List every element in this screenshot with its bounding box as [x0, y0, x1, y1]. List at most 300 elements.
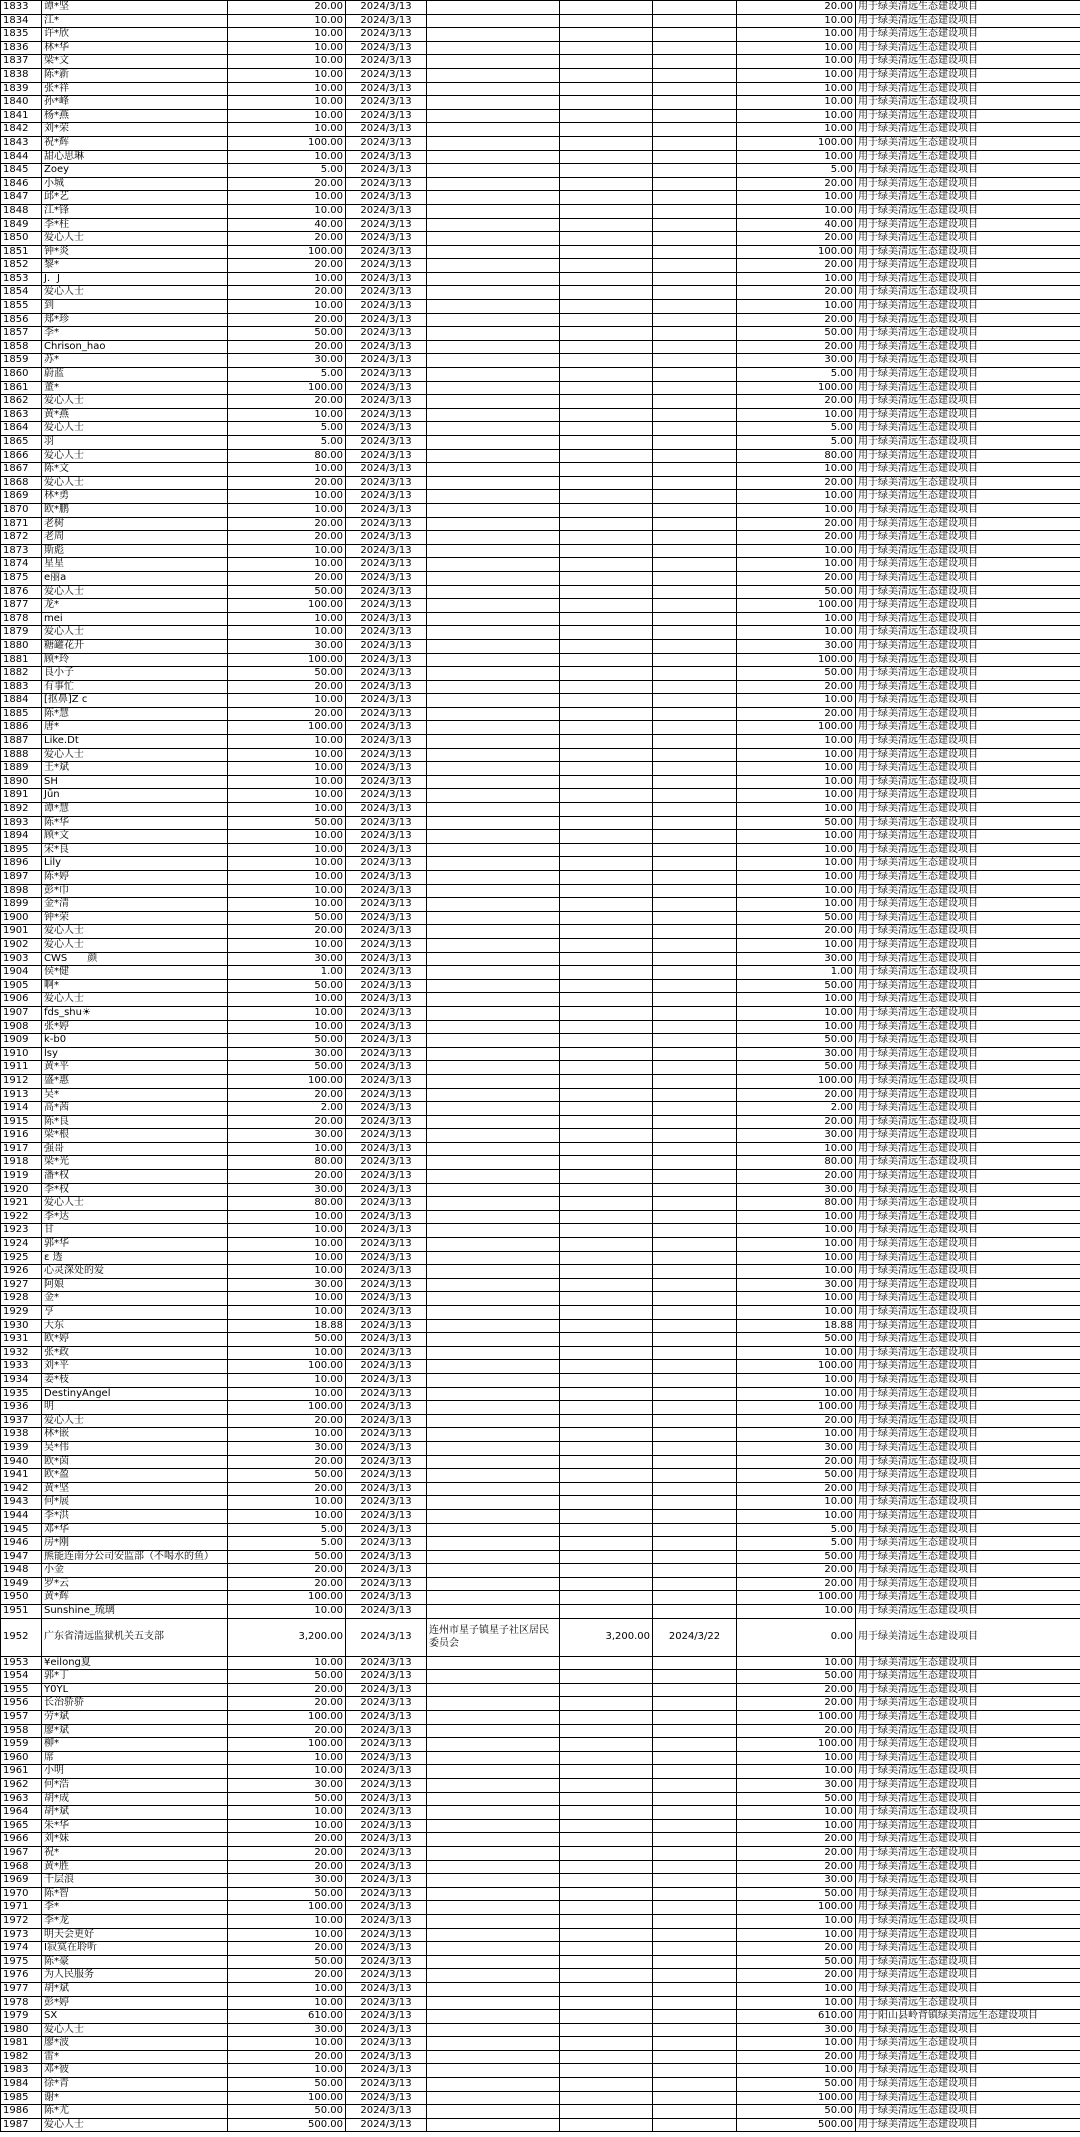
cell-donation-date: 2024/3/13: [346, 28, 427, 42]
cell-allocation-date: [653, 898, 737, 912]
cell-purpose: 用于绿美清远生态建设项目: [856, 871, 1080, 885]
cell-row-number: 1955: [1, 1683, 42, 1697]
cell-recipient-unit: [427, 789, 560, 803]
cell-donation-date: 2024/3/13: [346, 1874, 427, 1888]
table-row: [1, 422, 1080, 436]
cell-donation-date: 2024/3/13: [346, 1482, 427, 1496]
cell-recipient-unit: [427, 1346, 560, 1360]
cell-donation-amount: 50.00: [228, 1792, 346, 1806]
cell-allocated-amount: [560, 531, 653, 545]
cell-balance: 30.00: [737, 1779, 856, 1793]
cell-allocated-amount: [560, 816, 653, 830]
cell-balance: 20.00: [737, 1482, 856, 1496]
cell-recipient-unit: [427, 1238, 560, 1252]
cell-balance: 20.00: [737, 1860, 856, 1874]
cell-donation-amount: 10.00: [228, 123, 346, 137]
cell-balance: 2.00: [737, 1102, 856, 1116]
table-row: [1, 1846, 1080, 1860]
cell-donation-amount: 10.00: [228, 993, 346, 1007]
table-row: [1, 1482, 1080, 1496]
cell-donation-amount: 20.00: [228, 1088, 346, 1102]
cell-allocation-date: [653, 925, 737, 939]
cell-balance: 10.00: [737, 14, 856, 28]
cell-donor-name: 江*: [42, 14, 228, 28]
cell-allocation-date: [653, 1724, 737, 1738]
cell-balance: 30.00: [737, 1441, 856, 1455]
cell-donation-date: 2024/3/13: [346, 1697, 427, 1711]
cell-recipient-unit: [427, 612, 560, 626]
cell-purpose: 用于绿美清远生态建设项目: [856, 544, 1080, 558]
cell-donor-name: 为人民服务: [42, 1969, 228, 1983]
cell-row-number: 1920: [1, 1183, 42, 1197]
cell-donation-date: 2024/3/13: [346, 2105, 427, 2119]
table-row: [1, 1142, 1080, 1156]
cell-donation-amount: 10.00: [228, 1346, 346, 1360]
cell-allocation-date: [653, 612, 737, 626]
cell-donation-amount: 5.00: [228, 436, 346, 450]
cell-donation-amount: 10.00: [228, 694, 346, 708]
cell-recipient-unit: [427, 1550, 560, 1564]
cell-balance: 5.00: [737, 1537, 856, 1551]
cell-row-number: 1917: [1, 1142, 42, 1156]
cell-allocation-date: [653, 1047, 737, 1061]
cell-donor-name: 邓*华: [42, 1523, 228, 1537]
cell-allocation-date: [653, 463, 737, 477]
cell-balance: 100.00: [737, 1360, 856, 1374]
cell-row-number: 1929: [1, 1306, 42, 1320]
table-row: [1, 164, 1080, 178]
cell-purpose: 用于绿美清远生态建设项目: [856, 14, 1080, 28]
cell-donation-date: 2024/3/13: [346, 966, 427, 980]
cell-purpose: 用于绿美清远生态建设项目: [856, 123, 1080, 137]
cell-purpose: 用于绿美清远生态建设项目: [856, 1088, 1080, 1102]
cell-donor-name: 潘*权: [42, 1170, 228, 1184]
cell-allocated-amount: [560, 1183, 653, 1197]
cell-allocated-amount: [560, 1591, 653, 1605]
cell-recipient-unit: [427, 1656, 560, 1670]
cell-purpose: 用于绿美清远生态建设项目: [856, 354, 1080, 368]
cell-row-number: 1943: [1, 1496, 42, 1510]
table-row: [1, 952, 1080, 966]
cell-donation-amount: 10.00: [228, 558, 346, 572]
cell-row-number: 1930: [1, 1319, 42, 1333]
cell-donation-date: 2024/3/13: [346, 517, 427, 531]
cell-allocation-date: [653, 1401, 737, 1415]
cell-allocated-amount: [560, 1697, 653, 1711]
table-row: [1, 1833, 1080, 1847]
cell-donation-date: 2024/3/13: [346, 1441, 427, 1455]
cell-allocation-date: [653, 1806, 737, 1820]
cell-allocated-amount: [560, 381, 653, 395]
cell-row-number: 1841: [1, 109, 42, 123]
cell-allocated-amount: [560, 1670, 653, 1684]
cell-allocation-date: [653, 911, 737, 925]
cell-recipient-unit: [427, 1496, 560, 1510]
cell-purpose: 用于绿美清远生态建设项目: [856, 1792, 1080, 1806]
cell-recipient-unit: [427, 585, 560, 599]
table-row: [1, 2118, 1080, 2132]
cell-purpose: 用于绿美清远生态建设项目: [856, 2105, 1080, 2119]
table-row: [1, 395, 1080, 409]
cell-row-number: 1923: [1, 1224, 42, 1238]
cell-donation-date: 2024/3/13: [346, 571, 427, 585]
cell-donation-amount: 10.00: [228, 463, 346, 477]
cell-recipient-unit: [427, 2050, 560, 2064]
cell-donation-date: 2024/3/13: [346, 979, 427, 993]
cell-donor-name: 陈*良: [42, 1115, 228, 1129]
cell-row-number: 1870: [1, 503, 42, 517]
table-row: [1, 1577, 1080, 1591]
cell-recipient-unit: [427, 109, 560, 123]
cell-row-number: 1982: [1, 2050, 42, 2064]
cell-recipient-unit: [427, 653, 560, 667]
cell-donor-name: 唐*: [42, 721, 228, 735]
cell-purpose: 用于绿美清远生态建设项目: [856, 612, 1080, 626]
cell-allocated-amount: [560, 1819, 653, 1833]
cell-allocated-amount: [560, 1074, 653, 1088]
cell-donor-name: 何*浩: [42, 1779, 228, 1793]
cell-balance: 50.00: [737, 1670, 856, 1684]
table-row: [1, 639, 1080, 653]
cell-row-number: 1910: [1, 1047, 42, 1061]
cell-row-number: 1872: [1, 531, 42, 545]
table-row: [1, 1537, 1080, 1551]
table-row: [1, 1874, 1080, 1888]
cell-donation-amount: 20.00: [228, 517, 346, 531]
cell-donation-date: 2024/3/13: [346, 1373, 427, 1387]
cell-recipient-unit: [427, 2118, 560, 2132]
cell-allocation-date: [653, 313, 737, 327]
cell-donor-name: 黎*: [42, 259, 228, 273]
cell-allocated-amount: [560, 354, 653, 368]
cell-row-number: 1909: [1, 1034, 42, 1048]
cell-purpose: 用于绿美清远生态建设项目: [856, 1455, 1080, 1469]
cell-donation-amount: 20.00: [228, 340, 346, 354]
cell-donor-name: 谢*: [42, 2091, 228, 2105]
cell-balance: 20.00: [737, 680, 856, 694]
cell-allocation-date: [653, 1006, 737, 1020]
cell-balance: 20.00: [737, 1697, 856, 1711]
cell-allocation-date: [653, 1142, 737, 1156]
cell-balance: 10.00: [737, 1996, 856, 2010]
cell-allocation-date: [653, 1564, 737, 1578]
cell-donor-name: I寂寞在聆听: [42, 1942, 228, 1956]
cell-allocation-date: [653, 177, 737, 191]
cell-row-number: 1971: [1, 1901, 42, 1915]
cell-donation-date: 2024/3/13: [346, 1670, 427, 1684]
cell-donation-date: 2024/3/13: [346, 136, 427, 150]
cell-donation-date: 2024/3/13: [346, 830, 427, 844]
cell-donor-name: Like.Dt: [42, 735, 228, 749]
cell-balance: 20.00: [737, 925, 856, 939]
cell-row-number: 1869: [1, 490, 42, 504]
cell-donor-name: 陈*文: [42, 463, 228, 477]
cell-purpose: 用于绿美清远生态建设项目: [856, 109, 1080, 123]
table-row: [1, 503, 1080, 517]
cell-allocated-amount: [560, 55, 653, 69]
table-row: [1, 585, 1080, 599]
cell-donor-name: 吴*: [42, 1088, 228, 1102]
cell-donation-amount: 10.00: [228, 150, 346, 164]
cell-donation-date: 2024/3/13: [346, 1550, 427, 1564]
cell-recipient-unit: [427, 1914, 560, 1928]
cell-donation-amount: 10.00: [228, 503, 346, 517]
cell-recipient-unit: [427, 340, 560, 354]
cell-recipient-unit: [427, 204, 560, 218]
cell-row-number: 1958: [1, 1724, 42, 1738]
cell-donation-date: 2024/3/13: [346, 938, 427, 952]
cell-balance: 50.00: [737, 1034, 856, 1048]
cell-row-number: 1904: [1, 966, 42, 980]
cell-allocated-amount: [560, 639, 653, 653]
cell-allocated-amount: [560, 966, 653, 980]
table-row: [1, 1955, 1080, 1969]
cell-donor-name: 黄*胜: [42, 1860, 228, 1874]
table-row: [1, 1618, 1080, 1656]
cell-recipient-unit: [427, 1537, 560, 1551]
cell-purpose: 用于阳山县岭背镇绿美清远生态建设项目: [856, 2010, 1080, 2024]
cell-donation-date: 2024/3/13: [346, 735, 427, 749]
cell-allocated-amount: [560, 558, 653, 572]
cell-donation-date: 2024/3/13: [346, 490, 427, 504]
cell-balance: 50.00: [737, 979, 856, 993]
cell-recipient-unit: [427, 476, 560, 490]
cell-donor-name: 陈*新: [42, 68, 228, 82]
cell-donation-date: 2024/3/13: [346, 2078, 427, 2092]
cell-donation-amount: 20.00: [228, 1942, 346, 1956]
cell-balance: 10.00: [737, 612, 856, 626]
cell-donation-date: 2024/3/13: [346, 1683, 427, 1697]
cell-donation-date: 2024/3/13: [346, 2037, 427, 2051]
cell-donation-date: 2024/3/13: [346, 1346, 427, 1360]
table-row: [1, 1523, 1080, 1537]
cell-donation-amount: 10.00: [228, 28, 346, 42]
table-row: [1, 300, 1080, 314]
cell-donation-amount: 10.00: [228, 857, 346, 871]
cell-donation-date: 2024/3/13: [346, 463, 427, 477]
cell-donation-date: 2024/3/13: [346, 544, 427, 558]
table-row: [1, 2091, 1080, 2105]
cell-balance: 5.00: [737, 164, 856, 178]
cell-donation-date: 2024/3/13: [346, 14, 427, 28]
table-row: [1, 313, 1080, 327]
cell-donation-date: 2024/3/13: [346, 41, 427, 55]
cell-allocation-date: [653, 1683, 737, 1697]
cell-balance: 30.00: [737, 354, 856, 368]
cell-donation-amount: 10.00: [228, 204, 346, 218]
cell-donation-date: 2024/3/13: [346, 1605, 427, 1619]
table-row: [1, 1006, 1080, 1020]
cell-purpose: 用于绿美清远生态建设项目: [856, 803, 1080, 817]
table-row: [1, 463, 1080, 477]
cell-donation-amount: 20.00: [228, 395, 346, 409]
cell-recipient-unit: [427, 1197, 560, 1211]
cell-donor-name: 董*: [42, 381, 228, 395]
cell-donor-name: 欧*婷: [42, 1333, 228, 1347]
table-row: [1, 775, 1080, 789]
cell-row-number: 1966: [1, 1833, 42, 1847]
cell-allocated-amount: [560, 1020, 653, 1034]
cell-purpose: 用于绿美清远生态建设项目: [856, 1210, 1080, 1224]
cell-donor-name: 爱心人士: [42, 1414, 228, 1428]
cell-allocated-amount: [560, 1346, 653, 1360]
cell-balance: 100.00: [737, 2091, 856, 2105]
cell-donor-name: 梁*根: [42, 1129, 228, 1143]
cell-donation-date: 2024/3/13: [346, 476, 427, 490]
cell-allocation-date: [653, 2078, 737, 2092]
cell-recipient-unit: [427, 1982, 560, 1996]
cell-allocation-date: [653, 2091, 737, 2105]
cell-donor-name: 苏*: [42, 354, 228, 368]
cell-allocated-amount: [560, 204, 653, 218]
cell-donor-name: DestinyAngel: [42, 1387, 228, 1401]
cell-balance: 10.00: [737, 626, 856, 640]
cell-recipient-unit: [427, 1034, 560, 1048]
cell-donor-name: 高*茜: [42, 1102, 228, 1116]
cell-donor-name: 刘*妹: [42, 1833, 228, 1847]
table-row: [1, 2064, 1080, 2078]
cell-allocated-amount: [560, 762, 653, 776]
cell-row-number: 1912: [1, 1074, 42, 1088]
cell-allocated-amount: [560, 1833, 653, 1847]
cell-donation-date: 2024/3/13: [346, 857, 427, 871]
cell-donation-amount: 100.00: [228, 721, 346, 735]
cell-donation-date: 2024/3/13: [346, 422, 427, 436]
cell-recipient-unit: [427, 993, 560, 1007]
cell-donation-amount: 10.00: [228, 1373, 346, 1387]
cell-allocated-amount: [560, 1401, 653, 1415]
cell-donation-amount: 10.00: [228, 96, 346, 110]
cell-recipient-unit: [427, 1142, 560, 1156]
cell-balance: 10.00: [737, 2037, 856, 2051]
cell-allocation-date: [653, 1224, 737, 1238]
cell-donation-date: 2024/3/13: [346, 1738, 427, 1752]
cell-donor-name: 爱心人士: [42, 286, 228, 300]
cell-purpose: 用于绿美清远生态建设项目: [856, 1047, 1080, 1061]
cell-donation-amount: 10.00: [228, 843, 346, 857]
cell-allocation-date: [653, 830, 737, 844]
table-row: [1, 1469, 1080, 1483]
cell-donation-date: 2024/3/13: [346, 775, 427, 789]
cell-purpose: 用于绿美清远生态建设项目: [856, 503, 1080, 517]
cell-donor-name: SH: [42, 775, 228, 789]
cell-donation-date: 2024/3/13: [346, 1819, 427, 1833]
cell-allocated-amount: [560, 898, 653, 912]
cell-allocated-amount: [560, 1129, 653, 1143]
cell-donor-name: 宋*良: [42, 843, 228, 857]
cell-allocated-amount: [560, 28, 653, 42]
cell-balance: 10.00: [737, 558, 856, 572]
cell-allocated-amount: [560, 1265, 653, 1279]
cell-allocation-date: [653, 816, 737, 830]
cell-donation-date: 2024/3/13: [346, 680, 427, 694]
cell-donation-amount: 20.00: [228, 925, 346, 939]
cell-row-number: 1979: [1, 2010, 42, 2024]
cell-donation-date: 2024/3/13: [346, 952, 427, 966]
cell-donor-name: 李*柱: [42, 218, 228, 232]
cell-recipient-unit: [427, 232, 560, 246]
cell-recipient-unit: [427, 1333, 560, 1347]
cell-donor-name: 房*刚: [42, 1537, 228, 1551]
cell-purpose: 用于绿美清远生态建设项目: [856, 653, 1080, 667]
cell-donation-amount: 10.00: [228, 55, 346, 69]
cell-donation-date: 2024/3/13: [346, 1129, 427, 1143]
cell-balance: 20.00: [737, 340, 856, 354]
cell-row-number: 1901: [1, 925, 42, 939]
cell-allocation-date: [653, 1670, 737, 1684]
cell-allocated-amount: [560, 436, 653, 450]
cell-purpose: 用于绿美清远生态建设项目: [856, 96, 1080, 110]
cell-allocation-date: 2024/3/22: [653, 1618, 737, 1656]
cell-donation-amount: 20.00: [228, 1170, 346, 1184]
cell-recipient-unit: [427, 626, 560, 640]
cell-row-number: 1951: [1, 1605, 42, 1619]
cell-purpose: 用于绿美清远生态建设项目: [856, 1129, 1080, 1143]
cell-donor-name: 盛*惠: [42, 1074, 228, 1088]
cell-balance: 10.00: [737, 96, 856, 110]
cell-purpose: 用于绿美清远生态建设项目: [856, 1265, 1080, 1279]
cell-recipient-unit: [427, 1482, 560, 1496]
cell-recipient-unit: [427, 1887, 560, 1901]
table-row: [1, 544, 1080, 558]
cell-allocated-amount: [560, 1360, 653, 1374]
cell-purpose: 用于绿美清远生态建设项目: [856, 775, 1080, 789]
cell-purpose: 用于绿美清远生态建设项目: [856, 517, 1080, 531]
table-row: [1, 1238, 1080, 1252]
cell-donation-amount: 20.00: [228, 1724, 346, 1738]
cell-donation-date: 2024/3/13: [346, 191, 427, 205]
cell-row-number: 1873: [1, 544, 42, 558]
cell-allocation-date: [653, 1183, 737, 1197]
cell-donation-date: 2024/3/13: [346, 1102, 427, 1116]
cell-purpose: 用于绿美清远生态建设项目: [856, 789, 1080, 803]
cell-row-number: 1954: [1, 1670, 42, 1684]
table-row: [1, 1034, 1080, 1048]
cell-allocated-amount: [560, 871, 653, 885]
cell-row-number: 1926: [1, 1265, 42, 1279]
cell-allocated-amount: [560, 41, 653, 55]
cell-allocation-date: [653, 1833, 737, 1847]
cell-allocation-date: [653, 1346, 737, 1360]
cell-purpose: 用于绿美清远生态建设项目: [856, 1833, 1080, 1847]
cell-purpose: 用于绿美清远生态建设项目: [856, 748, 1080, 762]
cell-row-number: 1975: [1, 1955, 42, 1969]
cell-donation-amount: 50.00: [228, 911, 346, 925]
cell-allocation-date: [653, 1469, 737, 1483]
cell-row-number: 1856: [1, 313, 42, 327]
cell-recipient-unit: [427, 694, 560, 708]
cell-recipient-unit: [427, 1129, 560, 1143]
cell-allocation-date: [653, 1265, 737, 1279]
cell-recipient-unit: [427, 1523, 560, 1537]
cell-donation-amount: 100.00: [228, 599, 346, 613]
cell-allocation-date: [653, 1496, 737, 1510]
cell-recipient-unit: [427, 1928, 560, 1942]
cell-allocation-date: [653, 96, 737, 110]
cell-balance: 10.00: [737, 694, 856, 708]
cell-balance: 10.00: [737, 1251, 856, 1265]
cell-donation-date: 2024/3/13: [346, 1047, 427, 1061]
cell-purpose: 用于绿美清远生态建设项目: [856, 2050, 1080, 2064]
cell-purpose: 用于绿美清远生态建设项目: [856, 1605, 1080, 1619]
cell-donation-date: 2024/3/13: [346, 123, 427, 137]
cell-donation-amount: 18.88: [228, 1319, 346, 1333]
cell-recipient-unit: [427, 938, 560, 952]
cell-allocated-amount: [560, 585, 653, 599]
cell-purpose: 用于绿美清远生态建设项目: [856, 1428, 1080, 1442]
cell-allocation-date: [653, 245, 737, 259]
cell-donation-date: 2024/3/13: [346, 1846, 427, 1860]
